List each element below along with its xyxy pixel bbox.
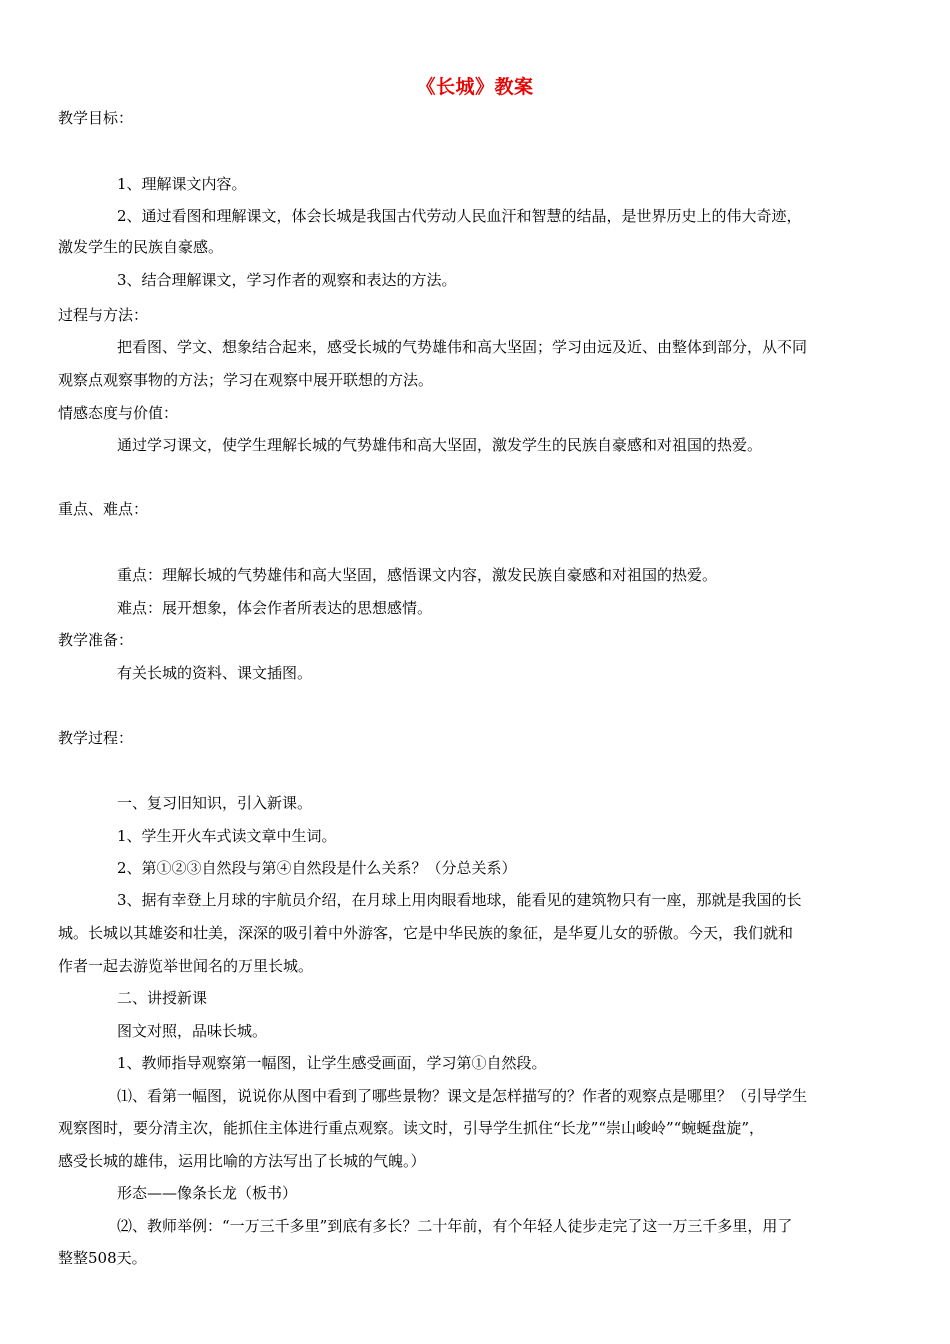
objectives-heading: 教学目标： bbox=[58, 109, 134, 127]
step-1-heading: 一、复习旧知识，引入新课。 bbox=[117, 794, 313, 812]
objective-2-line-1: 2、通过看图和理解课文，体会长城是我国古代劳动人民血汗和智慧的结晶，是世界历史上的伟大奇迹， bbox=[117, 207, 802, 225]
objective-2-line-2: 激发学生的民族自豪感。 bbox=[58, 238, 224, 256]
step-1-item-3-line-2: 城。长城以其雄姿和壮美，深深的吸引着中外游客，它是中华民族的象征，是华夏儿女的骄傲。今天，我们就和 bbox=[58, 924, 794, 942]
process-line-1: 把看图、学文、想象结合起来，感受长城的气势雄伟和高大坚固；学习由远及近、由整体到部分，从不同 bbox=[117, 338, 808, 356]
step-1-item-1: 1、学生开火车式读文章中生词。 bbox=[117, 827, 337, 845]
step-2-item-1-sub-1-line-1: ⑴、看第一幅图，说说你从图中看到了哪些景物？课文是怎样描写的？作者的观察点是哪里？（引导学生 bbox=[117, 1087, 808, 1105]
step-1-item-3-line-1: 3、据有幸登上月球的宇航员介绍，在月球上用肉眼看地球，能看见的建筑物只有一座，那就是我国的长 bbox=[117, 891, 802, 909]
preparation-text: 有关长城的资料、课文插图。 bbox=[117, 664, 313, 682]
step-2-item-1-sub-2-line-2: 整整508天。 bbox=[58, 1249, 147, 1267]
keypoints-heading: 重点、难点： bbox=[58, 500, 149, 518]
objective-1: 1、理解课文内容。 bbox=[117, 175, 247, 193]
step-1-item-3-line-3: 作者一起去游览举世闻名的万里长城。 bbox=[58, 957, 314, 975]
document-title: 《长城》教案 bbox=[416, 76, 534, 98]
step-2-item-1-sub-1-line-3: 感受长城的雄伟，运用比喻的方法写出了长城的气魄。） bbox=[58, 1152, 426, 1170]
difficulty-text: 难点：展开想象，体会作者所表达的思想感情。 bbox=[117, 599, 433, 617]
step-2-item-1: 1、教师指导观察第一幅图，让学生感受画面，学习第①自然段。 bbox=[117, 1054, 547, 1072]
keypoint-text: 重点：理解长城的气势雄伟和高大坚固，感悟课文内容，激发民族自豪感和对祖国的热爱。 bbox=[117, 566, 718, 584]
process-line-2: 观察点观察事物的方法；学习在观察中展开联想的方法。 bbox=[58, 371, 434, 389]
step-2-item-1-sub-2-line-1: ⑵、教师举例：“一万三千多里”到底有多长？二十年前，有个年轻人徒步走完了这一万三千多里，用了 bbox=[117, 1217, 793, 1235]
preparation-heading: 教学准备： bbox=[58, 631, 134, 649]
board-note: 形态——像条长龙（板书） bbox=[117, 1184, 298, 1202]
process-heading: 过程与方法： bbox=[58, 306, 149, 324]
step-2-heading: 二、讲授新课 bbox=[117, 989, 208, 1007]
emotion-text: 通过学习课文，使学生理解长城的气势雄伟和高大坚固，激发学生的民族自豪感和对祖国的热爱。 bbox=[117, 436, 763, 454]
step-2-item-1-sub-1-line-2: 观察图时，要分清主次，能抓住主体进行重点观察。读文时，引导学生抓住“长龙”“崇山峻岭”“蜿蜒盘旋”， bbox=[58, 1119, 765, 1137]
emotion-heading: 情感态度与价值： bbox=[58, 404, 179, 422]
step-1-item-2: 2、第①②③自然段与第④自然段是什么关系？（分总关系） bbox=[117, 859, 517, 877]
teaching-heading: 教学过程： bbox=[58, 729, 134, 747]
step-2-intro: 图文对照，品味长城。 bbox=[117, 1022, 268, 1040]
objective-3: 3、结合理解课文，学习作者的观察和表达的方法。 bbox=[117, 271, 457, 289]
